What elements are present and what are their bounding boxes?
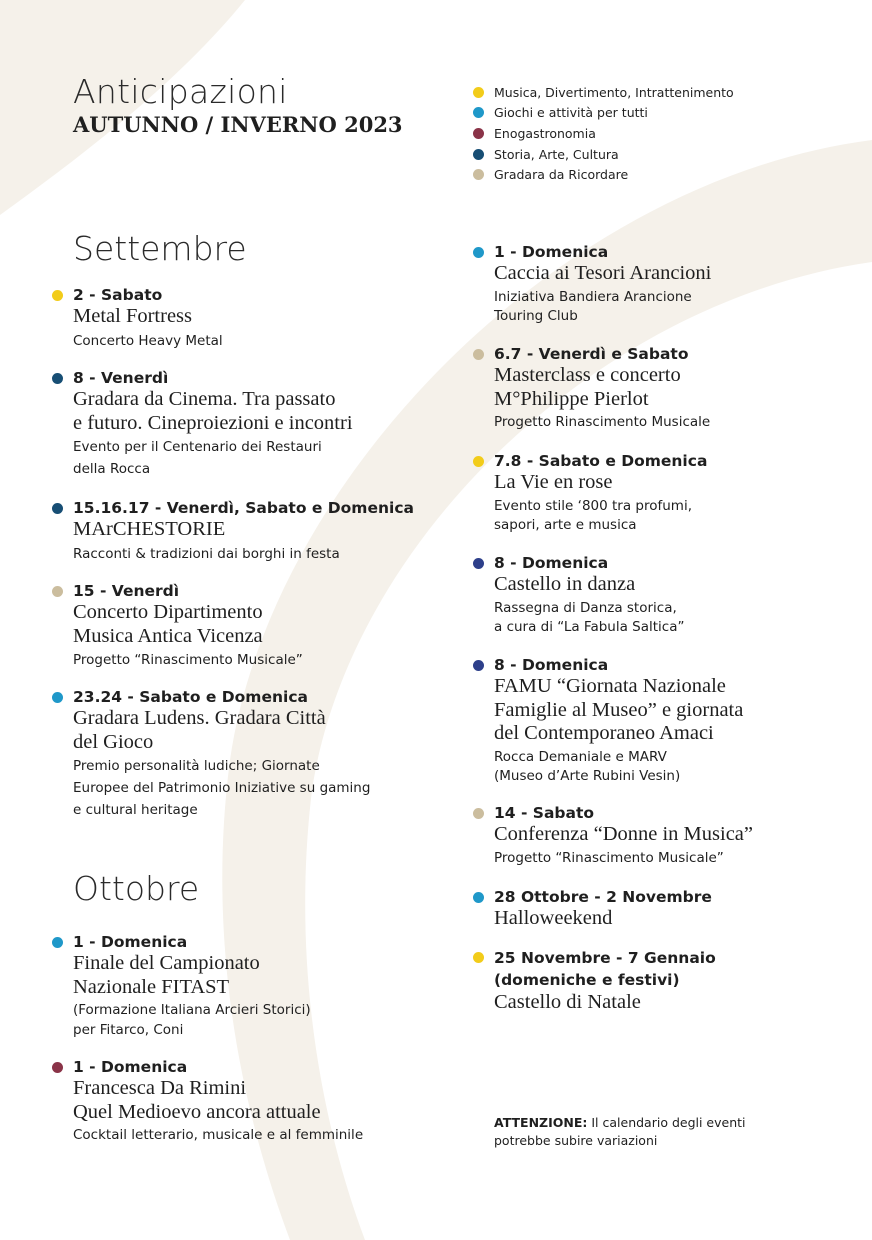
page-title [73,72,403,138]
event-title: La Vie en rose [494,471,613,493]
event-title: Caccia ai Tesori Arancioni [494,262,712,284]
event-entry [73,687,433,821]
event-title: Castello in danza [494,573,636,595]
category-dot [473,456,484,467]
legend-label: Storia, Arte, Cultura [494,146,619,162]
legend-label: Enogastronomia [494,125,596,141]
event-entry [494,553,854,638]
event-description: Racconti & tradizioni dai borghi in festa [73,545,340,562]
legend-dot [473,149,484,160]
event-date: 6.7 - Venerdì e Sabato [494,345,689,363]
event-description: Progetto “Rinascimento Musicale” [494,849,724,866]
category-dot [52,503,63,514]
category-dot [52,692,63,703]
event-description: Iniziativa Bandiera Arancione Touring Club [494,288,692,324]
event-title: Castello di Natale [494,991,641,1013]
schedule-notice [494,1114,746,1150]
event-entry [494,887,854,931]
event-date: 15 - Venerdì [73,582,180,600]
event-date: 1 - Domenica [494,243,609,261]
title-main: Anticipazioni [73,72,288,111]
event-title: Gradara Ludens. Gradara Città del Gioco [73,707,326,753]
category-dot [473,952,484,963]
event-date: 23.24 - Sabato e Domenica [73,688,308,706]
legend-item [473,164,734,185]
event-title: Concerto Dipartimento Musica Antica Vicenza [73,601,263,647]
month-heading-september: Settembre [73,229,247,268]
event-title: MArCHESTORIE [73,518,226,540]
event-entry [73,368,433,480]
legend-label: Giochi e attività per tutti [494,105,648,121]
event-date: 28 Ottobre - 2 Novembre [494,888,712,906]
event-description: Rassegna di Danza storica, a cura di “La Fabula Saltica” [494,599,685,635]
event-title: Conferenza “Donne in Musica” [494,823,753,845]
event-title: Metal Fortress [73,305,192,327]
event-date: 7.8 - Sabato e Domenica [494,452,708,470]
event-date: 15.16.17 - Venerdì, Sabato e Domenica [73,499,414,517]
event-description: Cocktail letterario, musicale e al femminile [73,1127,364,1143]
month-heading-october: Ottobre [73,869,200,908]
event-description: Premio personalità ludiche; Giornate Europee del Patrimonio Iniziative su gaming e cultural heritage [73,758,371,818]
legend-dot [473,128,484,139]
event-title: Francesca Da Rimini Quel Medioevo ancora attuale [73,1077,321,1123]
event-entry [494,947,854,1015]
event-description: Progetto “Rinascimento Musicale” [73,652,303,668]
category-dot [473,808,484,819]
event-date: 8 - Domenica [494,554,609,572]
event-date: 14 - Sabato [494,804,595,822]
event-entry [73,581,433,671]
event-entry [494,803,854,868]
event-description: Rocca Demaniale e MARV (Museo d’Arte Rubini Vesin) [494,748,681,784]
event-title: Masterclass e concerto M°Philippe Pierlot [494,364,681,410]
event-title: FAMU “Giornata Nazionale Famiglie al Museo” e giornata del Contemporaneo Amaci [494,675,744,744]
category-dot [52,937,63,948]
event-title: Finale del Campionato Nazionale FITAST [73,952,260,998]
event-entry [73,1057,433,1146]
event-entry [494,451,854,536]
event-entry [494,242,854,327]
category-dot [473,558,484,569]
category-dot [473,892,484,903]
event-title: Halloweekend [494,907,613,929]
legend-dot [473,169,484,180]
category-dot [52,586,63,597]
legend-item [473,103,734,124]
event-entry [73,932,433,1040]
legend-item [473,144,734,165]
event-description: Evento stile ‘800 tra profumi, sapori, arte e musica [494,497,692,533]
legend-dot [473,107,484,118]
legend-item [473,123,734,144]
category-dot [473,660,484,671]
legend-label: Musica, Divertimento, Intrattenimento [494,84,734,100]
category-dot [52,290,63,301]
notice-label: ATTENZIONE: [494,1115,588,1130]
category-dot [52,373,63,384]
event-entry [494,344,854,433]
event-date: 8 - Domenica [494,656,609,674]
legend-item [473,82,734,103]
category-dot [473,247,484,258]
notice-text: Il calendario degli eventi potrebbe subire variazioni [494,1115,746,1148]
legend-dot [473,87,484,98]
event-description: Evento per il Centenario dei Restauri della Rocca [73,439,322,477]
event-entry [73,498,433,565]
legend-label: Gradara da Ricordare [494,167,629,183]
title-subtitle: AUTUNNO / INVERNO 2023 [73,112,403,137]
category-dot [473,349,484,360]
category-dot [52,1062,63,1073]
event-title: Gradara da Cinema. Tra passato e futuro. Cineproiezioni e incontri [73,388,353,434]
event-description: (Formazione Italiana Arcieri Storici) per Fitarco, Coni [73,1002,311,1038]
event-description: Progetto Rinascimento Musicale [494,414,711,430]
event-date: 2 - Sabato [73,286,163,304]
event-date: 1 - Domenica [73,933,188,951]
event-date: 25 Novembre - 7 Gennaio (domeniche e festivi) [494,949,716,989]
event-entry [494,655,854,787]
event-date: 8 - Venerdì [73,369,169,387]
event-description: Concerto Heavy Metal [73,332,223,349]
category-legend [473,82,734,185]
event-entry [73,285,433,352]
event-date: 1 - Domenica [73,1058,188,1076]
